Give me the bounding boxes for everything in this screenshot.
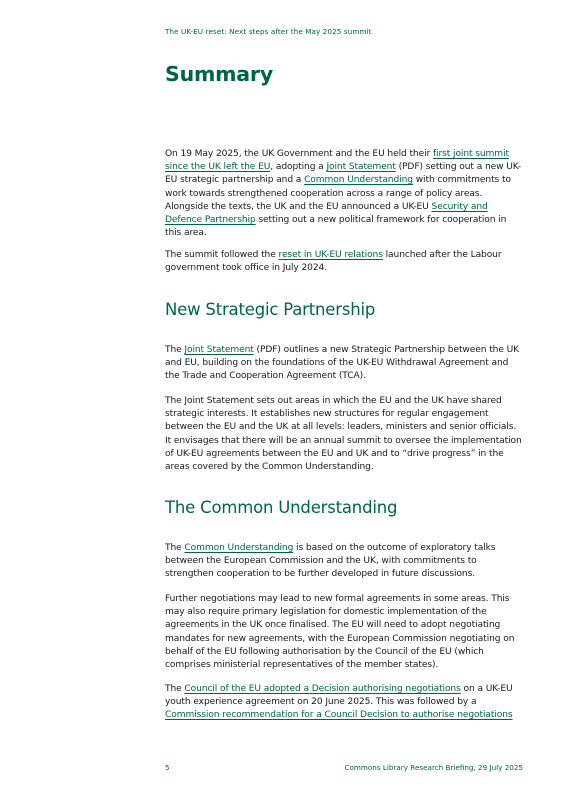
text: The	[165, 345, 185, 355]
text: (PDF) outlines a new Strategic Partnership between the UK and EU, building on the foundations of the UK-EU Withdrawal Agreement and the Trade and Cooperation Agreement (TCA).	[165, 345, 520, 382]
text: is based on the outcome of exploratory talks between the European Commission and the UK, with commitments to strengthen cooperation to be further developed in future discussions.	[165, 543, 496, 580]
page-number: 5	[165, 763, 170, 772]
text: The summit followed the	[165, 250, 279, 260]
text: The	[165, 684, 185, 694]
link-reset-uk-eu-relations[interactable]: reset in UK-EU relations	[278, 250, 383, 260]
link-joint-statement[interactable]: Joint Statement	[326, 162, 396, 173]
text: launched after the Labour government took office in July 2024.	[165, 250, 502, 274]
link-security-defence-partnership[interactable]: Security and Defence Partnership	[165, 201, 488, 226]
link-commission-recommendation[interactable]: Commission recommendation for a Council Decision to authorise negotiations	[165, 710, 513, 721]
common-paragraph-1	[165, 542, 525, 582]
link-joint-statement-2[interactable]: Joint Statement	[184, 345, 254, 355]
text: with commitments to work towards strengthened cooperation across a range of policy areas. Alongside the texts, the UK and the EU announced a UK-EU	[165, 175, 511, 212]
text: on a UK-EU youth experience agreement on 20 June 2025. This was followed by a	[165, 684, 513, 708]
text: , adopting a	[270, 162, 327, 173]
common-paragraph-2: Further negotiations may lead to new formal agreements in some areas. This may also require primary legislation for domestic implementation of the agreements in the UK once finalised. The EU will need to adopt negotiating mandates for new agreements, with the European Commission negotiating on behalf of the EU following authorisation by the Council of the EU (which comprises ministerial representatives of the member states).	[165, 594, 515, 671]
heading-common-understanding: The Common Understanding	[165, 498, 398, 517]
link-common-understanding-2[interactable]: Common Understanding	[184, 543, 294, 553]
summary-paragraph-1	[165, 148, 525, 240]
strategic-paragraph-2: The Joint Statement sets out areas in which the EU and the UK have shared strategic interests. It establishes new structures for regular engagement between the EU and the UK at all levels: leaders, ministers and senior officials. It envisages that there will be an annual summit to oversee the implementation of UK-EU agreements between the EU and UK and to “drive progress” in the areas covered by the Common Understanding.	[165, 396, 522, 473]
summary-paragraph-2	[165, 249, 525, 275]
page-title: Summary	[165, 62, 273, 86]
strategic-paragraph-1	[165, 344, 525, 384]
link-first-joint-summit[interactable]: first joint summit since the UK left the EU	[165, 149, 509, 173]
common-paragraph-3	[165, 683, 525, 723]
text: The	[165, 543, 185, 553]
link-council-decision[interactable]: Council of the EU adopted a Decision authorising negotiations	[184, 684, 461, 694]
link-common-understanding[interactable]: Common Understanding	[304, 175, 413, 186]
text: (PDF) setting out a new UK-EU strategic partnership and a	[165, 162, 521, 186]
footer-source: Commons Library Research Briefing, 29 July 2025	[344, 763, 523, 772]
text: setting out a new political framework for cooperation in this area.	[165, 215, 507, 239]
running-header: The UK-EU reset: Next steps after the May 2025 summit	[165, 27, 372, 36]
heading-new-strategic-partnership: New Strategic Partnership	[165, 300, 376, 319]
text: On 19 May 2025, the UK Government and the EU held their	[165, 149, 433, 159]
